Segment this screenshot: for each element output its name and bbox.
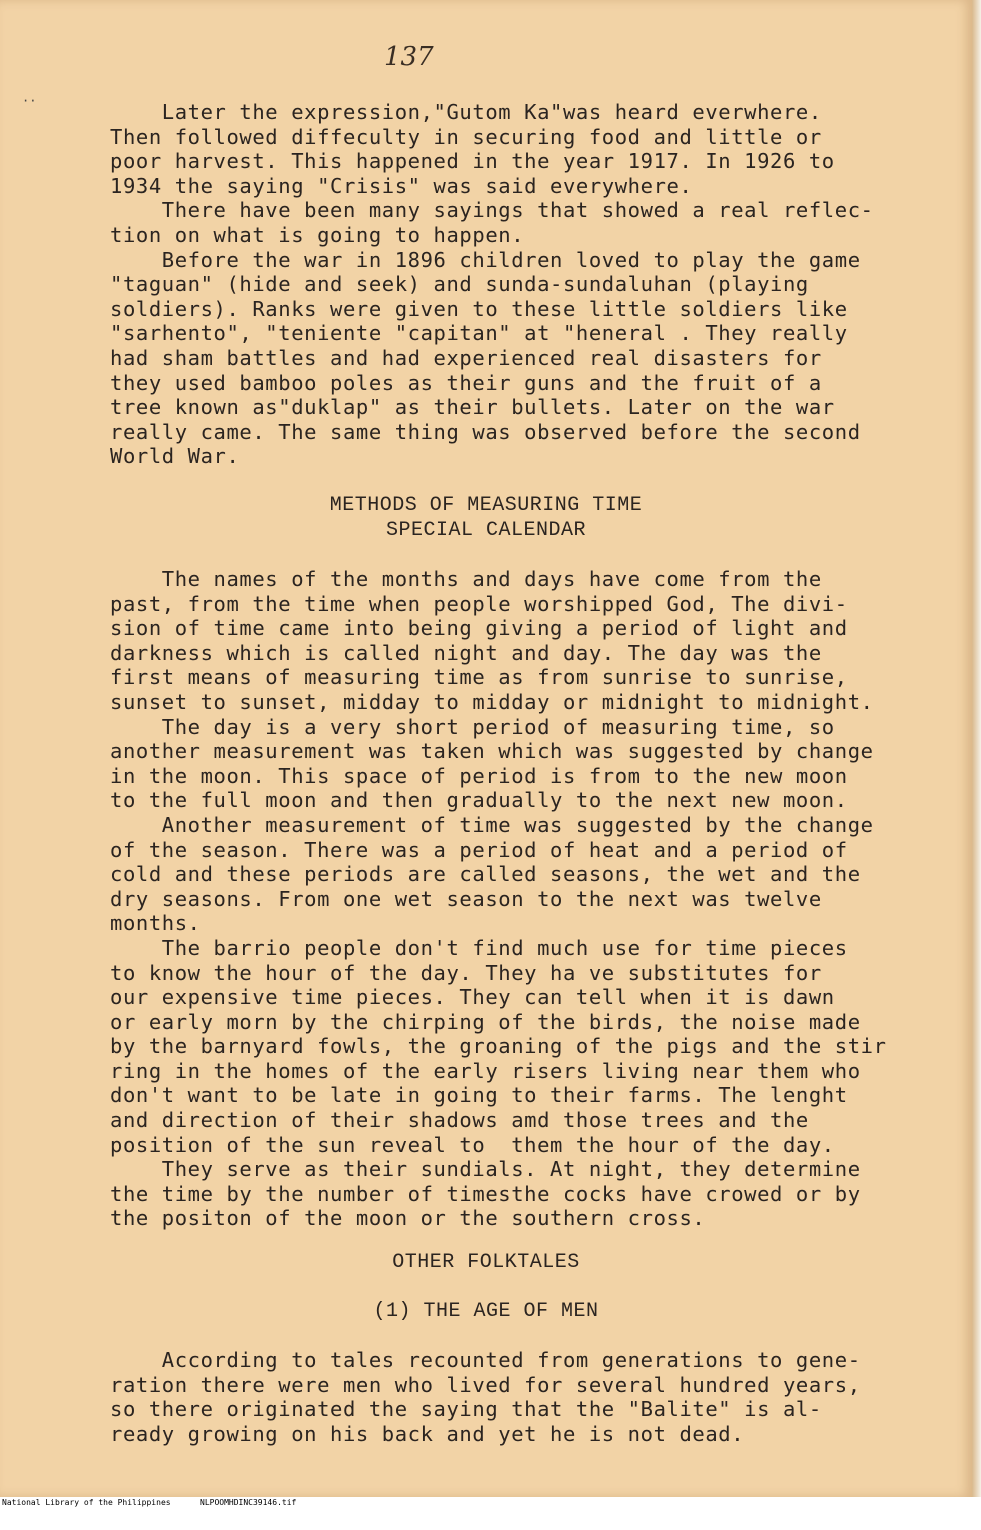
- text-line: or early morn by the chirping of the birds, the noise made: [110, 1009, 861, 1034]
- text-line: ready growing on his back and yet he is not dead.: [110, 1421, 745, 1446]
- text-line: ration there were men who lived for several hundred years,: [110, 1372, 861, 1397]
- text-line: of the season. There was a period of heat and a period of: [110, 837, 848, 862]
- text-line: tion on what is going to happen.: [110, 222, 525, 247]
- text-line: dry seasons. From one wet season to the next was twelve: [110, 886, 822, 911]
- body-text-middle: [110, 567, 970, 1231]
- body-text-bottom: [110, 1348, 970, 1446]
- text-line: they used bamboo poles as their guns and the fruit of a: [110, 370, 822, 395]
- text-line: The names of the months and days have come from the: [110, 567, 822, 591]
- text-line: position of the sun reveal to them the hour of the day.: [110, 1132, 835, 1157]
- text-line: and direction of their shadows amd those trees and the: [110, 1108, 809, 1133]
- text-line: Before the war in 1896 children loved to play the game: [110, 247, 861, 272]
- text-line: sunset to sunset, midday to midday or midnight to midnight.: [110, 689, 874, 714]
- text-line: darkness which is called night and day. The day was the: [110, 640, 822, 665]
- text-line: our expensive time pieces. They can tell when it is dawn: [110, 985, 835, 1010]
- text-line: The day is a very short period of measuring time, so: [110, 714, 835, 739]
- text-line: really came. The same thing was observed before the second: [110, 419, 861, 444]
- text-line: the time by the number of timesthe cocks have crowed or by: [110, 1181, 861, 1206]
- text-line: by the barnyard fowls, the groaning of the pigs and the stir: [110, 1034, 887, 1059]
- text-line: past, from the time when people worshipped God, The divi-: [110, 591, 848, 616]
- text-line: months.: [110, 911, 201, 936]
- text-line: soldiers). Ranks were given to these little soldiers like: [110, 296, 848, 321]
- section-subheading-calendar: SPECIAL CALENDAR: [385, 519, 587, 542]
- text-line: Another measurement of time was suggested by the change: [110, 812, 874, 837]
- text-line: World War.: [110, 444, 240, 469]
- text-line: "sarhento", "teniente "capitan" at "heneral . They really: [110, 321, 848, 346]
- text-line: poor harvest. This happened in the year 1917. In 1926 to: [110, 149, 835, 174]
- margin-mark: ··: [22, 94, 37, 108]
- text-line: Later the expression,"Gutom Ka"was heard everwhere.: [110, 100, 822, 124]
- section-heading-folktales: OTHER FOLKTALES: [392, 1251, 580, 1274]
- text-line: first means of measuring time as from sunrise to sunrise,: [110, 665, 848, 690]
- text-line: sion of time came into being giving a period of light and: [110, 616, 848, 641]
- text-line: They serve as their sundials. At night, they determine: [110, 1157, 861, 1182]
- footer-library: National Library of the Philippines: [2, 1498, 171, 1507]
- text-line: 1934 the saying "Crisis" was said everywhere.: [110, 173, 693, 198]
- body-text-top: [110, 100, 970, 469]
- text-line: ring in the homes of the early risers living near them who: [110, 1058, 861, 1083]
- text-line: There have been many sayings that showed a real reflec-: [110, 198, 874, 223]
- text-line: cold and these periods are called seasons, the wet and the: [110, 862, 861, 887]
- text-line: to the full moon and then gradually to the next new moon.: [110, 788, 848, 813]
- text-line: don't want to be late in going to their farms. The lenght: [110, 1083, 848, 1108]
- text-line: the positon of the moon or the southern cross.: [110, 1206, 706, 1231]
- page-edge: [972, 0, 981, 1497]
- text-line: According to tales recounted from generations to gene-: [110, 1348, 861, 1372]
- text-line: "taguan" (hide and seek) and sunda-sundaluhan (playing: [110, 272, 809, 297]
- section-heading-methods: METHODS OF MEASURING TIME: [329, 494, 643, 517]
- text-line: to know the hour of the day. They ha ve substitutes for: [110, 960, 822, 985]
- text-line: another measurement was taken which was suggested by change: [110, 739, 874, 764]
- text-line: The barrio people don't find much use for time pieces: [110, 935, 848, 960]
- footer-filename: NLPOOMHDINC39146.tif: [200, 1498, 297, 1507]
- page-number: 137: [384, 42, 434, 72]
- text-line: had sham battles and had experienced real disasters for: [110, 345, 822, 370]
- text-line: in the moon. This space of period is from to the new moon: [110, 763, 848, 788]
- text-line: so there originated the saying that the "Balite" is al-: [110, 1397, 822, 1422]
- footer-bar: [0, 1497, 981, 1508]
- section-subheading-age-of-men: (1) THE AGE OF MEN: [373, 1300, 599, 1323]
- text-line: tree known as"duklap" as their bullets. Later on the war: [110, 395, 835, 420]
- text-line: Then followed diffeculty in securing food and little or: [110, 124, 822, 149]
